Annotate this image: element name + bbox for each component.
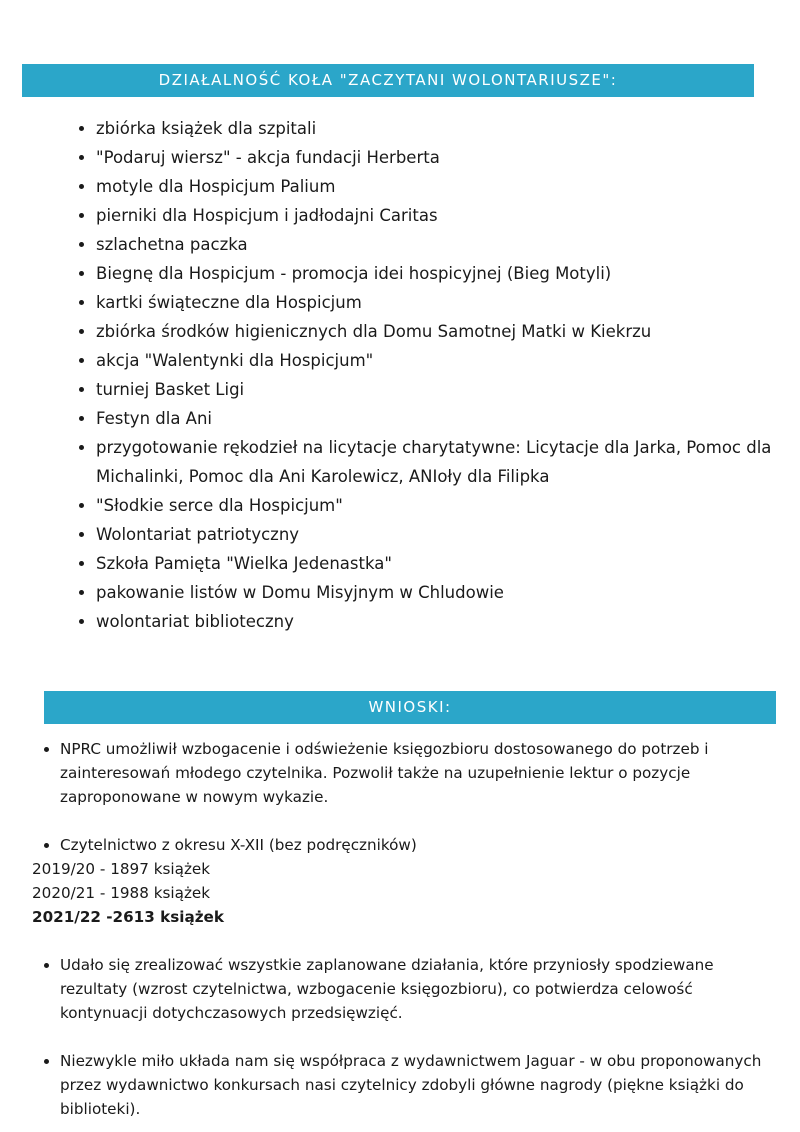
list-item: • zbiórka książek dla szpitali (96, 114, 796, 143)
section-heading-conclusions: WNIOSKI: (44, 691, 776, 724)
stat-line-2021: 2021/22 -2613 książek (32, 908, 224, 926)
list-item: • Szkoła Pamięta "Wielka Jedenastka" (96, 549, 796, 578)
list-item: • pierniki dla Hospicjum i jadłodajni Caritas (96, 201, 796, 230)
conclusion-point-nprc: • NPRC umożliwił wzbogacenie i odświeżenie księgozbioru dostosowanego do potrzeb i zainteresowań młodego czytelnika. Pozwolił także na uzupełnienie lektur o pozycje zaproponowane w nowym wykazie. (60, 737, 762, 809)
conclusion-point-readership: • Czytelnictwo z okresu X-XII (bez podręczników) (60, 833, 762, 857)
list-item: • kartki świąteczne dla Hospicjum (96, 288, 796, 317)
conclusions-body (32, 737, 762, 1121)
list-item: • Biegnę dla Hospicjum - promocja idei hospicyjnej (Bieg Motyli) (96, 259, 796, 288)
conclusion-point-jaguar: • Niezwykle miło układa nam się współpraca z wydawnictwem Jaguar - w obu proponowanych przez wydawnictwo konkursach nasi czytelnicy zdobyli główne nagrody (piękne książki do biblioteki). (60, 1049, 762, 1121)
list-item: • wolontariat biblioteczny (96, 607, 796, 636)
list-item: • szlachetna paczka (96, 230, 796, 259)
list-item: • Festyn dla Ani (96, 404, 796, 433)
conclusion-list-3 (32, 953, 762, 1025)
conclusion-list-4 (32, 1049, 762, 1121)
stat-line-2020: 2020/21 - 1988 książek (32, 884, 211, 902)
conclusion-list-2 (32, 833, 762, 857)
list-item: • zbiórka środków higienicznych dla Domu Samotnej Matki w Kiekrzu (96, 317, 796, 346)
section-heading-activities: DZIAŁALNOŚĆ KOŁA "ZACZYTANI WOLONTARIUSZE": (22, 64, 754, 97)
conclusion-point-results: • Udało się zrealizować wszystkie zaplanowane działania, które przyniosły spodziewane rezultaty (wzrost czytelnictwa, wzbogacenie księgozbioru), co potwierdza celowość kontynuacji dotychczasowych przedsięwzięć. (60, 953, 762, 1025)
list-item: • "Słodkie serce dla Hospicjum" (96, 491, 796, 520)
conclusion-list-1 (32, 737, 762, 809)
list-item: • Wolontariat patriotyczny (96, 520, 796, 549)
list-item: • pakowanie listów w Domu Misyjnym w Chludowie (96, 578, 796, 607)
list-item: • przygotowanie rękodzieł na licytacje charytatywne: Licytacje dla Jarka, Pomoc dla Michalinki, Pomoc dla Ani Karolewicz, ANIoły dla Filipka (96, 433, 796, 491)
stat-line-2019: 2019/20 - 1897 książek (32, 860, 211, 878)
list-item: • akcja "Walentynki dla Hospicjum" (96, 346, 796, 375)
activities-list (60, 114, 796, 636)
list-item: • turniej Basket Ligi (96, 375, 796, 404)
list-item: • motyle dla Hospicjum Palium (96, 172, 796, 201)
list-item: • "Podaruj wiersz" - akcja fundacji Herberta (96, 143, 796, 172)
